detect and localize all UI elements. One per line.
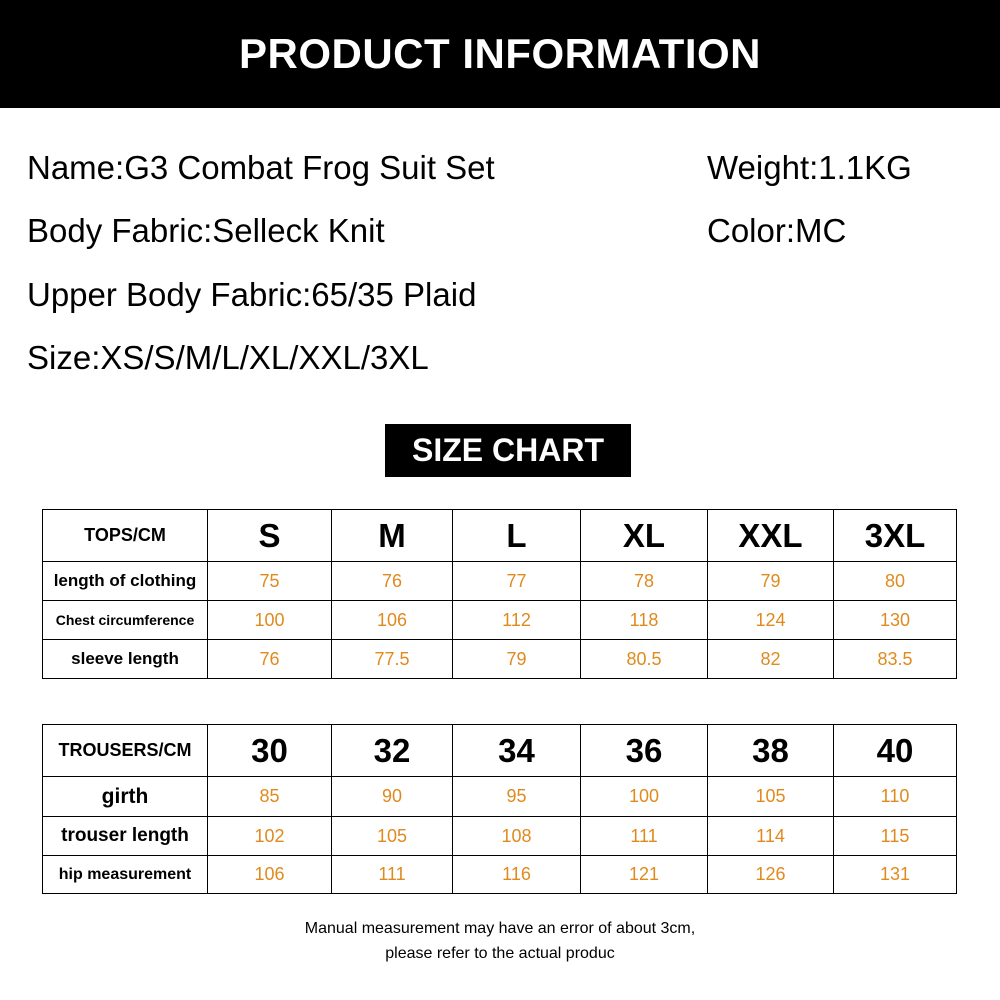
size-header: 30	[208, 725, 332, 777]
row-label: Chest circumference	[43, 601, 208, 640]
available-sizes: Size:XS/S/M/L/XL/XXL/3XL	[27, 339, 429, 376]
value-cell: 82	[708, 640, 834, 679]
tops-header-label: TOPS/CM	[43, 510, 208, 562]
value-cell: 83.5	[834, 640, 957, 679]
value-cell: 106	[208, 856, 332, 894]
size-chart-title-text: SIZE CHART	[412, 432, 604, 468]
value-cell: 118	[581, 601, 708, 640]
value-cell: 111	[581, 817, 708, 856]
value-cell: 130	[834, 601, 957, 640]
table-header-row	[43, 725, 957, 777]
product-color: Color:MC	[707, 212, 847, 249]
value-cell: 75	[208, 562, 332, 601]
value-cell: 105	[332, 817, 453, 856]
value-cell: 115	[834, 817, 957, 856]
table-header-row	[43, 510, 957, 562]
value-cell: 85	[208, 777, 332, 817]
size-header: XL	[581, 510, 708, 562]
value-cell: 102	[208, 817, 332, 856]
value-cell: 80.5	[581, 640, 708, 679]
value-cell: 105	[708, 777, 834, 817]
value-cell: 76	[332, 562, 453, 601]
row-label: sleeve length	[43, 640, 208, 679]
row-label: length of clothing	[43, 562, 208, 601]
size-header: M	[332, 510, 453, 562]
value-cell: 78	[581, 562, 708, 601]
measurement-note	[0, 916, 1000, 966]
banner-title: PRODUCT INFORMATION	[238, 30, 761, 77]
value-cell: 90	[332, 777, 453, 817]
value-cell: 95	[453, 777, 581, 817]
size-chart-title	[385, 424, 631, 477]
value-cell: 124	[708, 601, 834, 640]
body-fabric: Body Fabric:Selleck Knit	[27, 212, 385, 249]
note-line-1: Manual measurement may have an error of about 3cm,	[304, 920, 696, 937]
product-information-banner	[0, 0, 1000, 108]
value-cell: 77	[453, 562, 581, 601]
value-cell: 80	[834, 562, 957, 601]
value-cell: 76	[208, 640, 332, 679]
row-label: hip measurement	[43, 856, 208, 894]
size-header: 3XL	[834, 510, 957, 562]
value-cell: 112	[453, 601, 581, 640]
value-cell: 110	[834, 777, 957, 817]
table-row	[43, 817, 957, 856]
value-cell: 77.5	[332, 640, 453, 679]
value-cell: 116	[453, 856, 581, 894]
value-cell: 79	[708, 562, 834, 601]
size-header: 34	[453, 725, 581, 777]
note-line-2: please refer to the actual produc	[385, 945, 615, 962]
size-header: L	[453, 510, 581, 562]
upper-body-fabric: Upper Body Fabric:65/35 Plaid	[27, 276, 477, 313]
value-cell: 79	[453, 640, 581, 679]
table-row	[43, 777, 957, 817]
value-cell: 100	[581, 777, 708, 817]
value-cell: 108	[453, 817, 581, 856]
size-header: S	[208, 510, 332, 562]
trousers-header-label: TROUSERS/CM	[43, 725, 208, 777]
table-row	[43, 601, 957, 640]
tops-size-table	[42, 509, 957, 679]
size-header: XXL	[708, 510, 834, 562]
value-cell: 126	[708, 856, 834, 894]
product-name: Name:G3 Combat Frog Suit Set	[27, 149, 495, 186]
value-cell: 121	[581, 856, 708, 894]
table-row	[43, 640, 957, 679]
trousers-size-table	[42, 724, 957, 894]
value-cell: 111	[332, 856, 453, 894]
table-row	[43, 856, 957, 894]
value-cell: 114	[708, 817, 834, 856]
row-label: girth	[43, 777, 208, 817]
product-weight: Weight:1.1KG	[707, 149, 912, 186]
value-cell: 131	[834, 856, 957, 894]
size-header: 32	[332, 725, 453, 777]
size-header: 36	[581, 725, 708, 777]
size-header: 40	[834, 725, 957, 777]
value-cell: 106	[332, 601, 453, 640]
row-label: trouser length	[43, 817, 208, 856]
value-cell: 100	[208, 601, 332, 640]
table-row	[43, 562, 957, 601]
size-header: 38	[708, 725, 834, 777]
